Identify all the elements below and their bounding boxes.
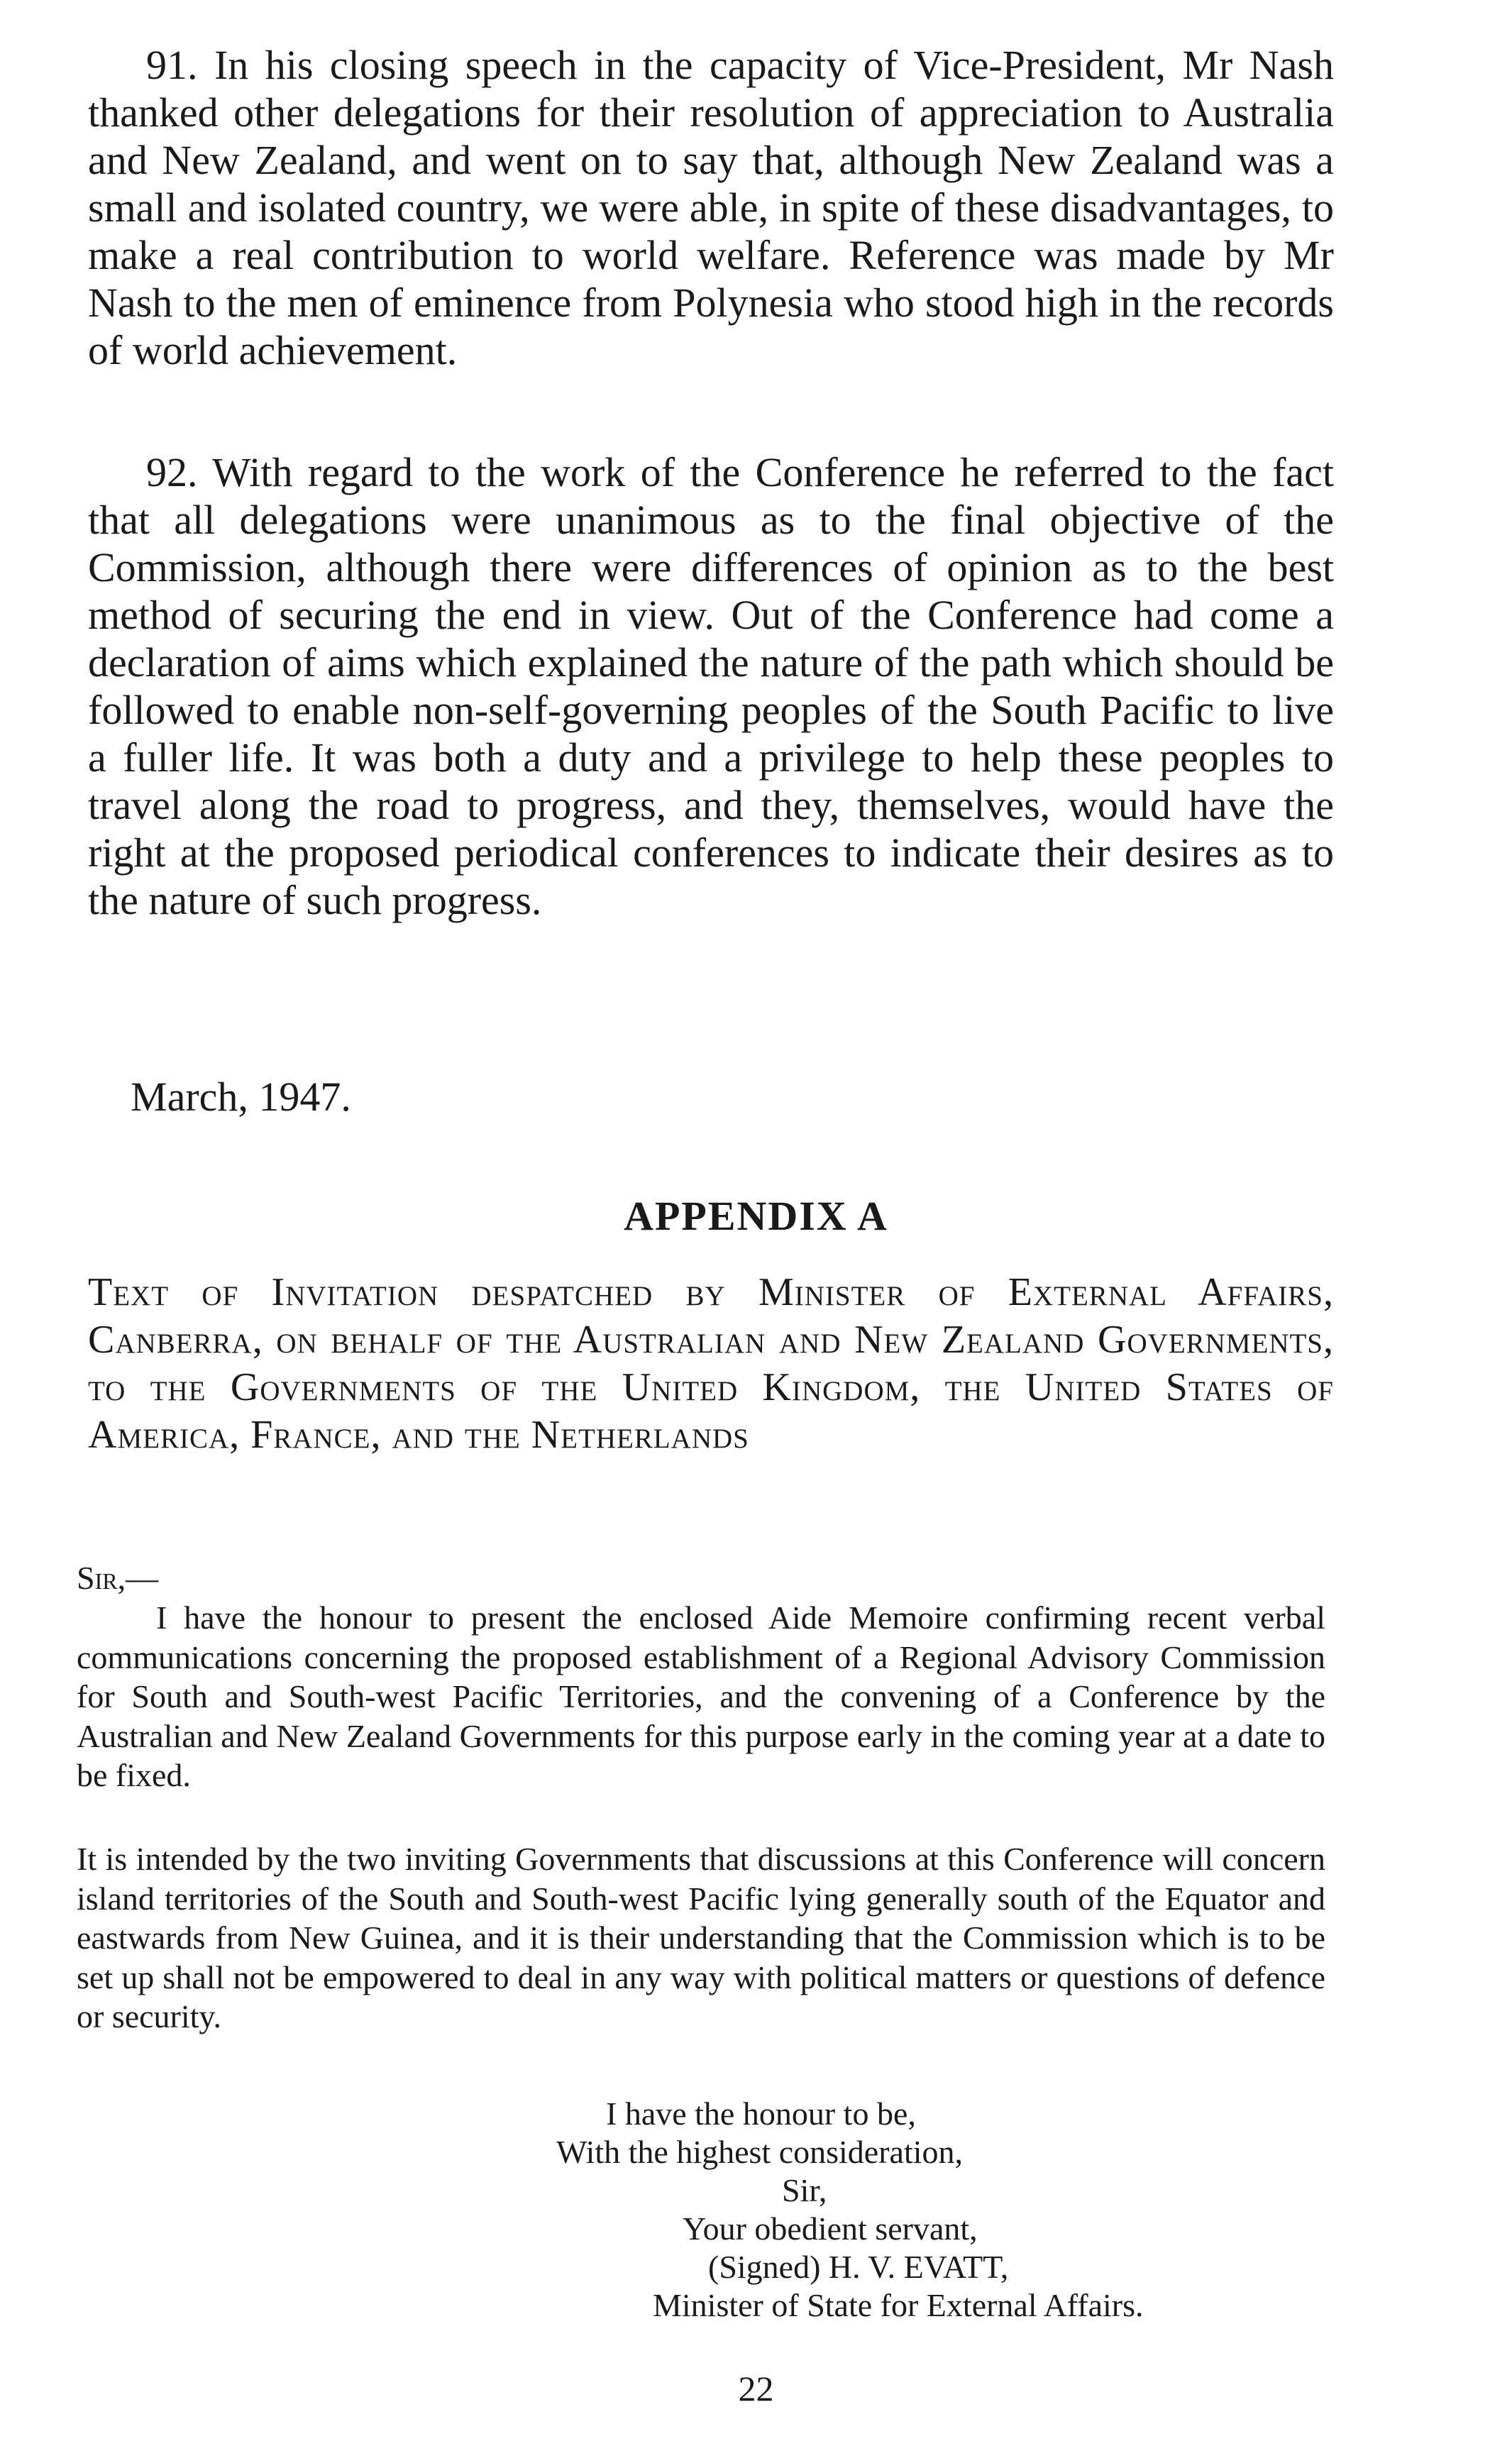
letter-salutation: Sir,— bbox=[77, 1560, 159, 1596]
report-date: March, 1947. bbox=[131, 1074, 351, 1120]
appendix-heading: APPENDIX A bbox=[624, 1193, 888, 1239]
page-number: 22 bbox=[738, 2369, 774, 2408]
paragraph-92: 92. With regard to the work of the Conference he referred to the fact that all delegations were unanimous as to the final objective of the Commission, although there were differences of opinion as to the best method of securing the end in view. Out of the Conference had come a declaration of aims which explained the nature of the path which should be followed to enable non-self-governing peoples of the South Pacific to live a fuller life. It was both a duty and a privilege to help these peoples to travel along the road to progress, and they, themselves, would have the right at the proposed periodical conferences to indicate their desires as to the nature of such progress. bbox=[88, 449, 1334, 923]
letter-paragraph-1: I have the honour to present the enclosed Aide Memoire confirming recent verbal communications concerning the proposed establishment of a Regional Advisory Commission for South and South-west Pacific Territories, and the convening of a Conference by the Australian and New Zealand Governments for this purpose early in the coming year at a date to be fixed. bbox=[77, 1599, 1325, 1793]
letter-paragraph-2: It is intended by the two inviting Governments that discussions at this Conference will concern island territories of the South and South-west Pacific lying generally south of the Equator and eastwards from New Guinea, and it is their understanding that the Commission which is to be set up shall not be empowered to deal in any way with political matters or questions of defence or security. bbox=[77, 1841, 1325, 2034]
closing-consideration-line: With the highest consideration, bbox=[556, 2134, 964, 2170]
closing-title-line: Minister of State for External Affairs. bbox=[653, 2287, 1144, 2323]
closing-sir-line: Sir, bbox=[782, 2172, 827, 2208]
appendix-subtitle: Text of Invitation despatched by Minister of External Affairs, Canberra, on behalf of the Australian and New Zealand Governments, to the Governments of the United Kingdom, the United States of America, France, and the Netherlands bbox=[88, 1270, 1334, 1457]
closing-honour-line: I have the honour to be, bbox=[606, 2095, 916, 2132]
closing-servant-line: Your obedient servant, bbox=[683, 2210, 978, 2247]
letter-closing bbox=[0, 2095, 1512, 2325]
closing-signature-line: (Signed) H. V. EVATT, bbox=[708, 2249, 1009, 2285]
paragraph-91: 91. In his closing speech in the capacity of Vice-President, Mr Nash thanked other delegations for their resolution of appreciation to Australia and New Zealand, and went on to say that, although New Zealand was a small and isolated country, we were able, in spite of these disadvantages, to make a real contribution to world welfare. Reference was made by Mr Nash to the men of eminence from Polynesia who stood high in the records of world achievement. bbox=[88, 42, 1334, 373]
